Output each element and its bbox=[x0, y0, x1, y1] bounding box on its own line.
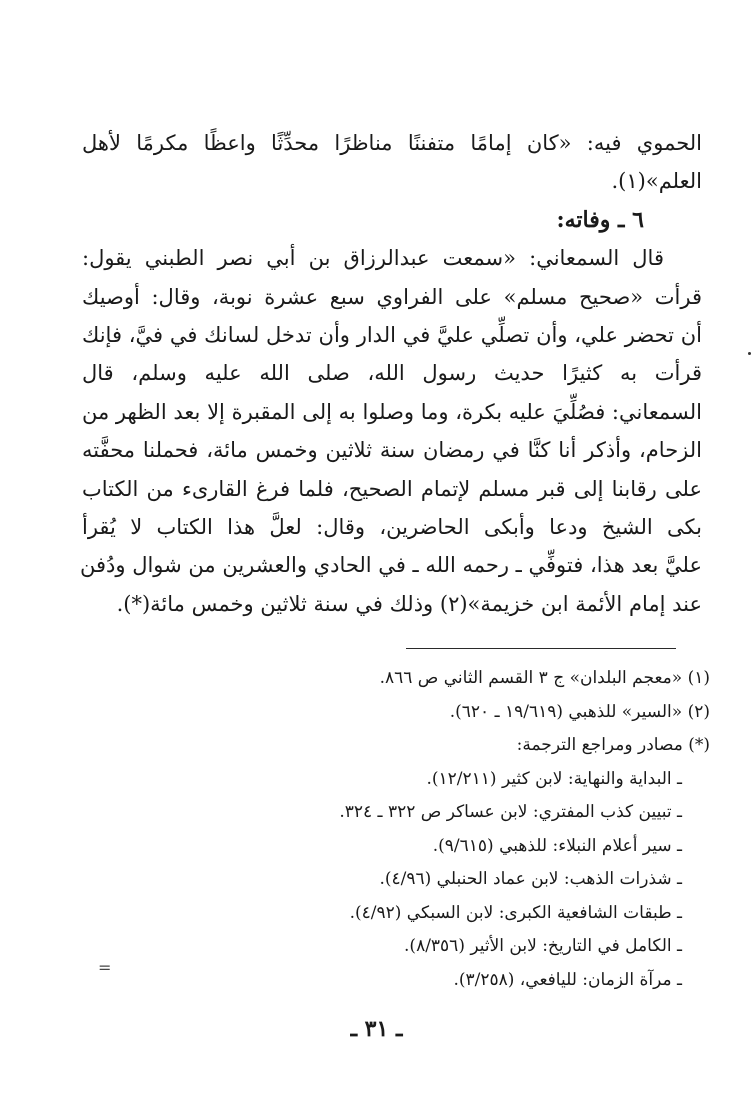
text-line: على رقابنا إلى قبر مسلم لإتمام الصحيح، فلما فرغ القارىء من الكتاب bbox=[82, 476, 702, 501]
source-item: ـ شذرات الذهب: لابن عماد الحنبلي (٤/٩٦). bbox=[379, 869, 682, 889]
text-line: قرأت به كثيرًا حديث رسول الله، صلى الله عليه وسلم، قال bbox=[82, 361, 702, 386]
text-line: أن تحضر علي، وأن تصلِّي عليَّ في الدار وأن تدخل لسانك في فيَّ، فإنك bbox=[82, 323, 702, 348]
text-line: الزحام، وأذكر أنا كنَّا في رمضان سنة ثلاثين وخمس مائة، فحملنا محفَّته bbox=[82, 438, 702, 463]
text-line: الحموي فيه: «كان إمامًا متفننًا مناظرًا محدِّثًا واعظًا مكرمًا لأهل bbox=[82, 131, 702, 155]
footnote-1: (١) «معجم البلدان» ج ٣ القسم الثاني ص ٨٦٦. bbox=[379, 668, 710, 688]
text-line: بكى الشيخ ودعا وأبكى الحاضرين، وقال: لعلَّ هذا الكتاب لا يُقرأ bbox=[82, 515, 702, 540]
main-text bbox=[82, 124, 702, 623]
margin-mark: = bbox=[98, 958, 112, 977]
section-heading: ٦ ـ وفاته: bbox=[556, 206, 644, 233]
footnote-2: (٢) «السير» للذهبي (١٩/٦١٩ ـ ٦٢٠). bbox=[449, 701, 710, 722]
source-item: ـ سير أعلام النبلاء: للذهبي (٩/٦١٥). bbox=[432, 835, 682, 856]
source-item: ـ مرآة الزمان: لليافعي، (٣/٢٥٨). bbox=[453, 969, 682, 990]
footnote-sources-heading: (*) مصادر ومراجع الترجمة: bbox=[516, 735, 710, 755]
page-number: ـ ٣١ ـ bbox=[350, 1016, 403, 1042]
text-line: السمعاني: فصُلِّيَ عليه بكرة، وما وصلوا به إلى المقبرة إلا بعد الظهر من bbox=[82, 399, 702, 424]
text-line: قال السمعاني: «سمعت عبدالرزاق بن أبي نصر الطبني يقول: bbox=[82, 246, 664, 271]
source-item: ـ البداية والنهاية: لابن كثير (١٢/٢١١). bbox=[426, 768, 682, 789]
source-item: ـ الكامل في التاريخ: لابن الأثير (٨/٣٥٦). bbox=[404, 936, 682, 956]
source-item: ـ طبقات الشافعية الكبرى: لابن السبكي (٤/٩٢). bbox=[349, 902, 682, 923]
text-line: عند إمام الأئمة ابن خزيمة»(٢) وذلك في سنة ثلاثين وخمس مائة(*). bbox=[116, 591, 702, 616]
text-line: العلم»(١). bbox=[611, 169, 702, 194]
margin-dot bbox=[748, 352, 751, 355]
source-item: ـ تبيين كذب المفتري: لابن عساكر ص ٣٢٢ ـ ٣٢٤. bbox=[339, 802, 682, 822]
footnotes bbox=[250, 662, 710, 997]
text-line: قرأت «صحيح مسلم» على الفراوي سبع عشرة نوبة، وقال: أوصيك bbox=[82, 284, 702, 309]
footnote-divider bbox=[406, 648, 676, 649]
text-line: عليَّ بعد هذا، فتوفِّي ـ رحمه الله ـ في الحادي والعشرين من شوال ودُفن bbox=[80, 553, 702, 578]
